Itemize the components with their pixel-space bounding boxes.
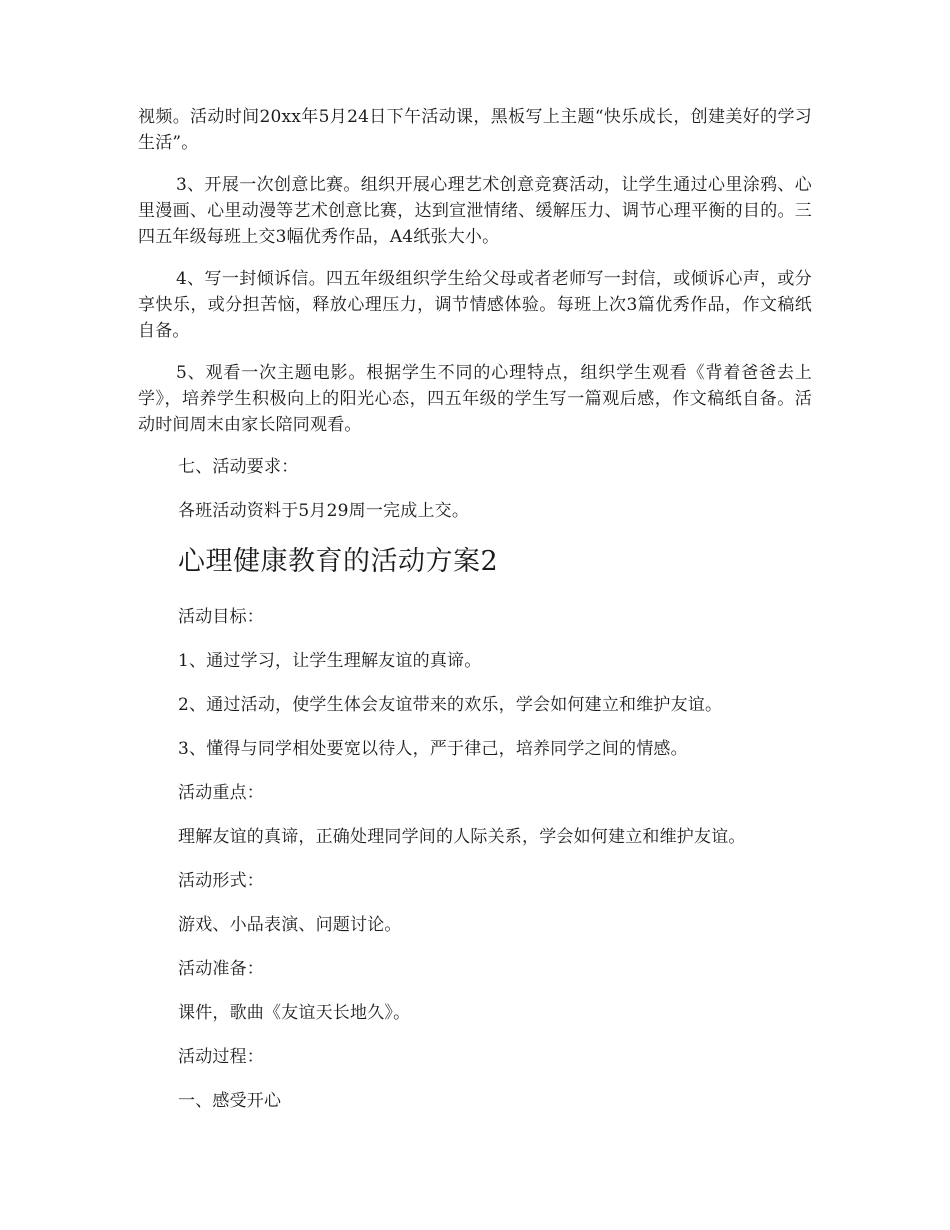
goals-label: 活动目标： (178, 607, 264, 627)
preparation-label: 活动准备： (178, 959, 264, 979)
goal-item-1: 1、通过学习，让学生理解友谊的真谛。 (178, 651, 482, 671)
process-label: 活动过程： (178, 1047, 264, 1067)
format-text: 游戏、小品表演、问题讨论。 (178, 915, 402, 935)
focus-text: 理解友谊的真谛，正确处理同学间的人际关系，学会如何建立和维护友谊。 (178, 827, 746, 847)
goal-item-2: 2、通过活动，使学生体会友谊带来的欢乐，学会如何建立和维护友谊。 (178, 695, 723, 715)
requirements-text: 各班活动资料于5月29周一完成上交。 (178, 501, 470, 521)
section-requirements-label: 七、活动要求： (178, 457, 299, 477)
section-heading: 心理健康教育的活动方案2 (178, 546, 499, 577)
paragraph-item-4: 4、写一封倾诉信。四五年级组织学生给父母或者老师写一封信，或倾诉心声，或分享快乐，或分担苦恼，释放心理压力，调节情感体验。每班上次3篇优秀作品，作文稿纸自备。 (138, 269, 812, 341)
focus-label: 活动重点： (178, 783, 264, 803)
paragraph-continuation: 视频。活动时间20xx年5月24日下午活动课，黑板写上主题“快乐成长，创建美好的学习生活”。 (138, 107, 812, 153)
format-label: 活动形式： (178, 871, 264, 891)
paragraph-item-5: 5、观看一次主题电影。根据学生不同的心理特点，组织学生观看《背着爸爸去上学》，培养学生积极向上的阳光心态，四五年级的学生写一篇观后感，作文稿纸自备。活动时间周末由家长陪同观看。 (138, 363, 812, 435)
paragraph-item-3: 3、开展一次创意比赛。组织开展心理艺术创意竞赛活动，让学生通过心里涂鸦、心里漫画、心里动漫等艺术创意比赛，达到宣泄情绪、缓解压力、调节心理平衡的目的。三四五年级每班上交3幅优秀作品，A4纸张大小。 (138, 175, 812, 247)
process-step-1: 一、感受开心 (178, 1091, 282, 1111)
goal-item-3: 3、懂得与同学相处要宽以待人，严于律己，培养同学之间的情感。 (178, 739, 688, 759)
preparation-text: 课件，歌曲《友谊天长地久》。 (178, 1003, 411, 1023)
